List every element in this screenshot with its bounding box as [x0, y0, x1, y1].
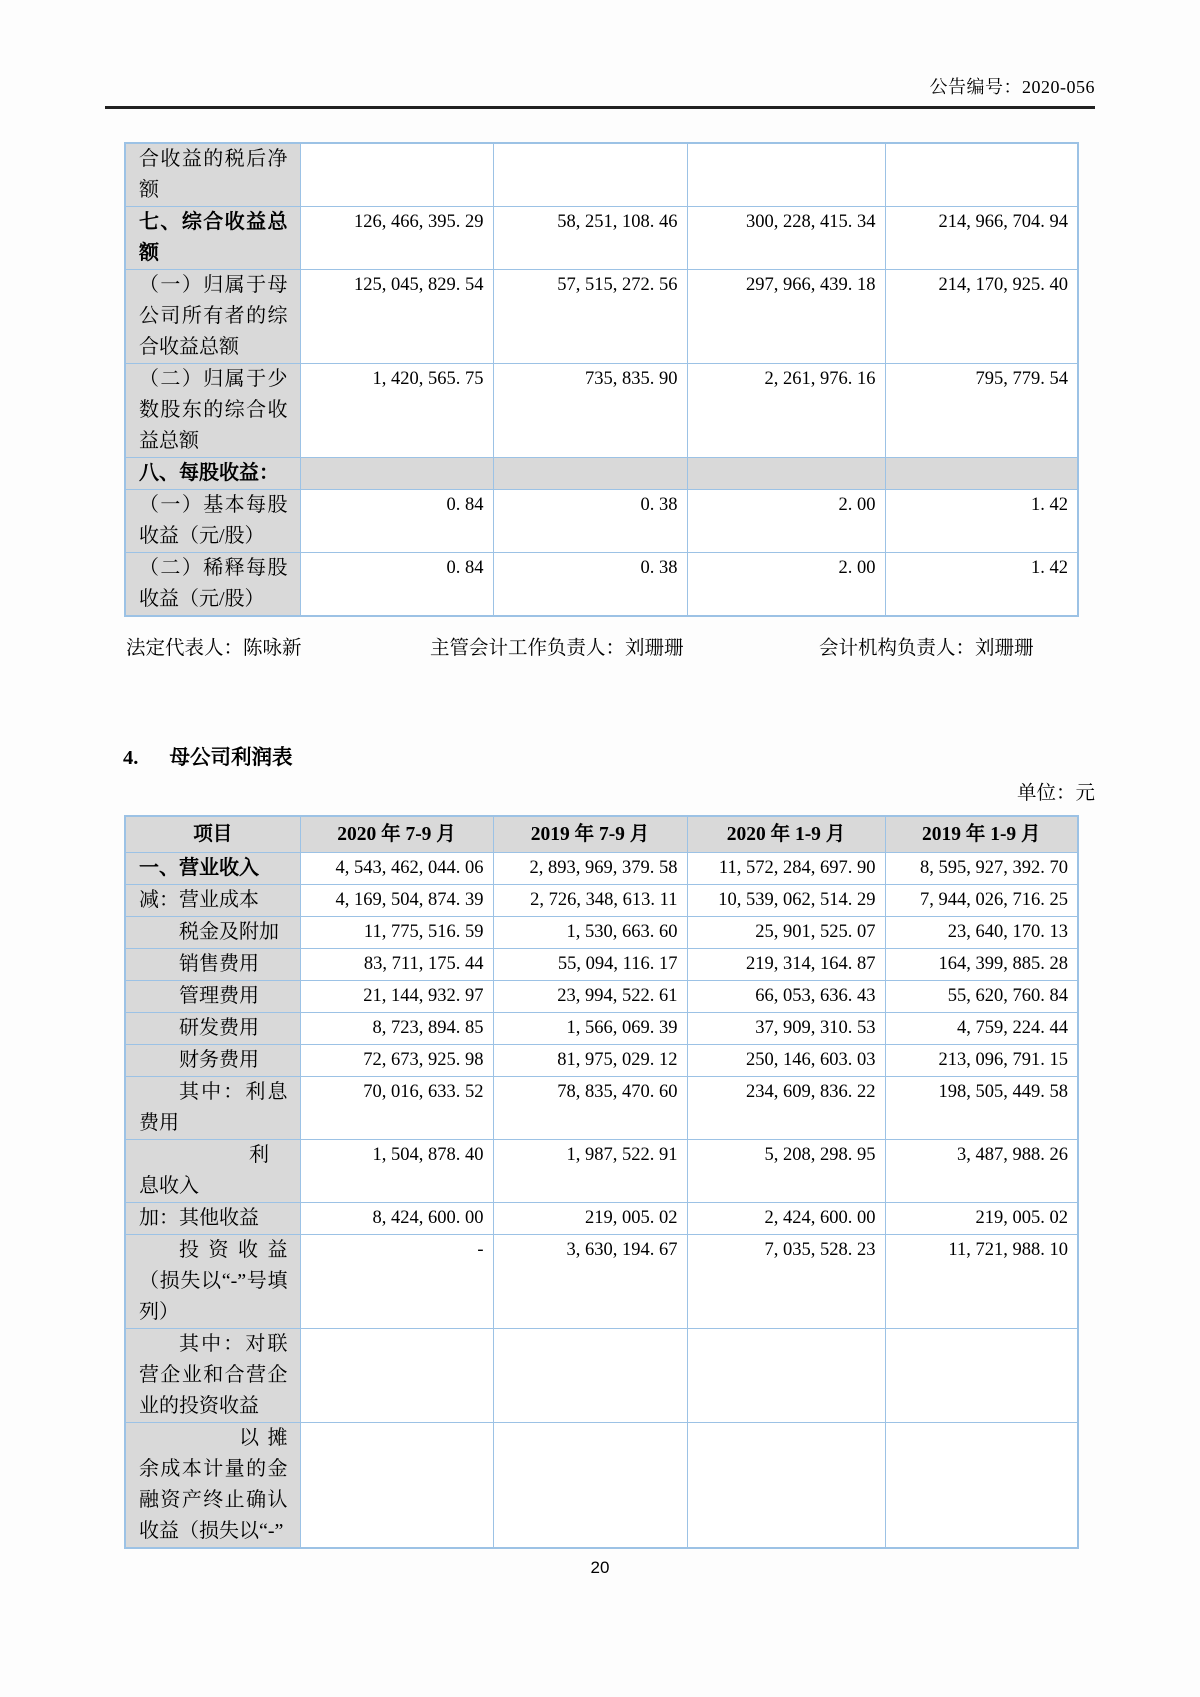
cell-value: 55, 094, 116. 17 — [493, 949, 687, 981]
cell-value: 126, 466, 395. 29 — [300, 207, 493, 270]
unit-note: 单位：元 — [1016, 783, 1095, 804]
table-row — [125, 1140, 1078, 1203]
cell-value — [885, 1329, 1078, 1423]
row-label: 七、综合收益总额 — [125, 207, 300, 270]
cell-value: 2. 00 — [687, 490, 885, 553]
row-label: 减：营业成本 — [125, 885, 300, 917]
table-row — [125, 490, 1078, 553]
table-row — [125, 143, 1078, 207]
column-header: 2019 年 1-9 月 — [885, 816, 1078, 853]
table-row — [125, 1077, 1078, 1140]
cell-value: 1, 420, 565. 75 — [300, 364, 493, 458]
row-label: 利息收入 — [125, 1140, 300, 1203]
cell-value: 0. 84 — [300, 553, 493, 617]
income-statement-header — [125, 816, 1078, 853]
cell-value — [687, 1329, 885, 1423]
column-header: 项目 — [125, 816, 300, 853]
cell-value: 4, 169, 504, 874. 39 — [300, 885, 493, 917]
cell-value: 219, 314, 164. 87 — [687, 949, 885, 981]
table-row — [125, 1329, 1078, 1423]
row-label: 销售费用 — [125, 949, 300, 981]
cell-value — [300, 1329, 493, 1423]
cell-value: 23, 994, 522. 61 — [493, 981, 687, 1013]
cell-value: 25, 901, 525. 07 — [687, 917, 885, 949]
cell-value: 11, 572, 284, 697. 90 — [687, 853, 885, 885]
cell-value: 5, 208, 298. 95 — [687, 1140, 885, 1203]
cell-value: 70, 016, 633. 52 — [300, 1077, 493, 1140]
cell-value: 57, 515, 272. 56 — [493, 270, 687, 364]
row-label: 财务费用 — [125, 1045, 300, 1077]
cell-value: 58, 251, 108. 46 — [493, 207, 687, 270]
cell-value: 2, 726, 348, 613. 11 — [493, 885, 687, 917]
cell-value: 81, 975, 029. 12 — [493, 1045, 687, 1077]
cell-value: 2. 00 — [687, 553, 885, 617]
page-content — [105, 0, 1095, 1579]
cell-value — [300, 1423, 493, 1549]
cell-value: 7, 944, 026, 716. 25 — [885, 885, 1078, 917]
cell-value: 1, 504, 878. 40 — [300, 1140, 493, 1203]
cell-value: 3, 487, 988. 26 — [885, 1140, 1078, 1203]
cell-value: 7, 035, 528. 23 — [687, 1235, 885, 1329]
section-number: 4. — [123, 747, 139, 769]
cell-value: 0. 38 — [493, 553, 687, 617]
header-row — [125, 816, 1078, 853]
cell-value — [493, 1329, 687, 1423]
cell-value: 78, 835, 470. 60 — [493, 1077, 687, 1140]
section-title-text: 母公司利润表 — [169, 747, 293, 769]
cell-value: 21, 144, 932. 97 — [300, 981, 493, 1013]
column-header: 2020 年 1-9 月 — [687, 816, 885, 853]
cell-value: 10, 539, 062, 514. 29 — [687, 885, 885, 917]
cell-value: 0. 38 — [493, 490, 687, 553]
comprehensive-income-table-body — [125, 143, 1078, 616]
income-statement-body — [125, 853, 1078, 1549]
cell-value: 1, 987, 522. 91 — [493, 1140, 687, 1203]
row-label: （二）归属于少数股东的综合收益总额 — [125, 364, 300, 458]
cell-value: 55, 620, 760. 84 — [885, 981, 1078, 1013]
cell-value — [687, 143, 885, 207]
row-label: （一）归属于母公司所有者的综合收益总额 — [125, 270, 300, 364]
table-row — [125, 853, 1078, 885]
cell-value: 795, 779. 54 — [885, 364, 1078, 458]
row-label: （一）基本每股收益（元/股） — [125, 490, 300, 553]
table-row — [125, 949, 1078, 981]
row-label: 研发费用 — [125, 1013, 300, 1045]
cell-value — [300, 143, 493, 207]
row-label: 其中：对联营企业和合营企业的投资收益 — [125, 1329, 300, 1423]
row-label: 其中：利息费用 — [125, 1077, 300, 1140]
cell-value: 8, 723, 894. 85 — [300, 1013, 493, 1045]
cell-value: 234, 609, 836. 22 — [687, 1077, 885, 1140]
row-label: 以摊余成本计量的金融资产终止确认收益（损失以“-” — [125, 1423, 300, 1549]
cell-value: 213, 096, 791. 15 — [885, 1045, 1078, 1077]
table-row — [125, 1235, 1078, 1329]
cell-value: 23, 640, 170. 13 — [885, 917, 1078, 949]
cell-value: 83, 711, 175. 44 — [300, 949, 493, 981]
row-label: 管理费用 — [125, 981, 300, 1013]
cell-value: 300, 228, 415. 34 — [687, 207, 885, 270]
section-title — [105, 746, 1095, 770]
comprehensive-income-table — [124, 142, 1079, 617]
cell-value: 735, 835. 90 — [493, 364, 687, 458]
cell-value: 11, 775, 516. 59 — [300, 917, 493, 949]
table-row — [125, 270, 1078, 364]
cell-value: 2, 424, 600. 00 — [687, 1203, 885, 1235]
cell-value — [493, 458, 687, 490]
header-divider — [105, 106, 1095, 109]
cell-value: 66, 053, 636. 43 — [687, 981, 885, 1013]
cell-value: 3, 630, 194. 67 — [493, 1235, 687, 1329]
accounting-department-head: 会计机构负责人：刘珊珊 — [819, 638, 1034, 659]
row-label: 八、每股收益： — [125, 458, 300, 490]
cell-value: 1. 42 — [885, 490, 1078, 553]
cell-value: 37, 909, 310. 53 — [687, 1013, 885, 1045]
table-row — [125, 458, 1078, 490]
signature-line — [105, 637, 1095, 661]
cell-value: 2, 893, 969, 379. 58 — [493, 853, 687, 885]
cell-value: 219, 005. 02 — [885, 1203, 1078, 1235]
cell-value: 250, 146, 603. 03 — [687, 1045, 885, 1077]
cell-value — [885, 1423, 1078, 1549]
table-row — [125, 1045, 1078, 1077]
row-label: 加：其他收益 — [125, 1203, 300, 1235]
page-number: 20 — [590, 1558, 610, 1577]
table-row — [125, 1423, 1078, 1549]
row-label: 合收益的税后净额 — [125, 143, 300, 207]
cell-value: 8, 595, 927, 392. 70 — [885, 853, 1078, 885]
table-row — [125, 1203, 1078, 1235]
table-row — [125, 885, 1078, 917]
cell-value: 219, 005. 02 — [493, 1203, 687, 1235]
column-header: 2019 年 7-9 月 — [493, 816, 687, 853]
parent-company-income-statement — [124, 815, 1079, 1549]
table-row — [125, 1013, 1078, 1045]
table-row — [125, 364, 1078, 458]
cell-value: 198, 505, 449. 58 — [885, 1077, 1078, 1140]
table-row — [125, 553, 1078, 617]
cell-value: 214, 966, 704. 94 — [885, 207, 1078, 270]
table-row — [125, 981, 1078, 1013]
cell-value — [687, 458, 885, 490]
cell-value: 8, 424, 600. 00 — [300, 1203, 493, 1235]
cell-value — [493, 143, 687, 207]
cell-value: 72, 673, 925. 98 — [300, 1045, 493, 1077]
column-header: 2020 年 7-9 月 — [300, 816, 493, 853]
cell-value: 214, 170, 925. 40 — [885, 270, 1078, 364]
cell-value: 4, 759, 224. 44 — [885, 1013, 1078, 1045]
cell-value — [493, 1423, 687, 1549]
table-row — [125, 207, 1078, 270]
cell-value: 164, 399, 885. 28 — [885, 949, 1078, 981]
cell-value: 0. 84 — [300, 490, 493, 553]
cell-value: 4, 543, 462, 044. 06 — [300, 853, 493, 885]
cell-value: 297, 966, 439. 18 — [687, 270, 885, 364]
row-label: 税金及附加 — [125, 917, 300, 949]
cell-value: 125, 045, 829. 54 — [300, 270, 493, 364]
cell-value: 1, 566, 069. 39 — [493, 1013, 687, 1045]
cell-value: 2, 261, 976. 16 — [687, 364, 885, 458]
announcement-number: 公告编号：2020-056 — [929, 77, 1095, 97]
row-label: 一、营业收入 — [125, 853, 300, 885]
cell-value: 11, 721, 988. 10 — [885, 1235, 1078, 1329]
cell-value — [885, 143, 1078, 207]
chief-accounting-officer: 主管会计工作负责人：刘珊珊 — [430, 638, 684, 659]
row-label: 投资收益（损失以“-”号填列） — [125, 1235, 300, 1329]
cell-value — [885, 458, 1078, 490]
cell-value: 1. 42 — [885, 553, 1078, 617]
row-label: （二）稀释每股收益（元/股） — [125, 553, 300, 617]
cell-value — [687, 1423, 885, 1549]
table-row — [125, 917, 1078, 949]
cell-value: - — [300, 1235, 493, 1329]
cell-value — [300, 458, 493, 490]
legal-representative: 法定代表人：陈咏新 — [126, 638, 302, 659]
cell-value: 1, 530, 663. 60 — [493, 917, 687, 949]
